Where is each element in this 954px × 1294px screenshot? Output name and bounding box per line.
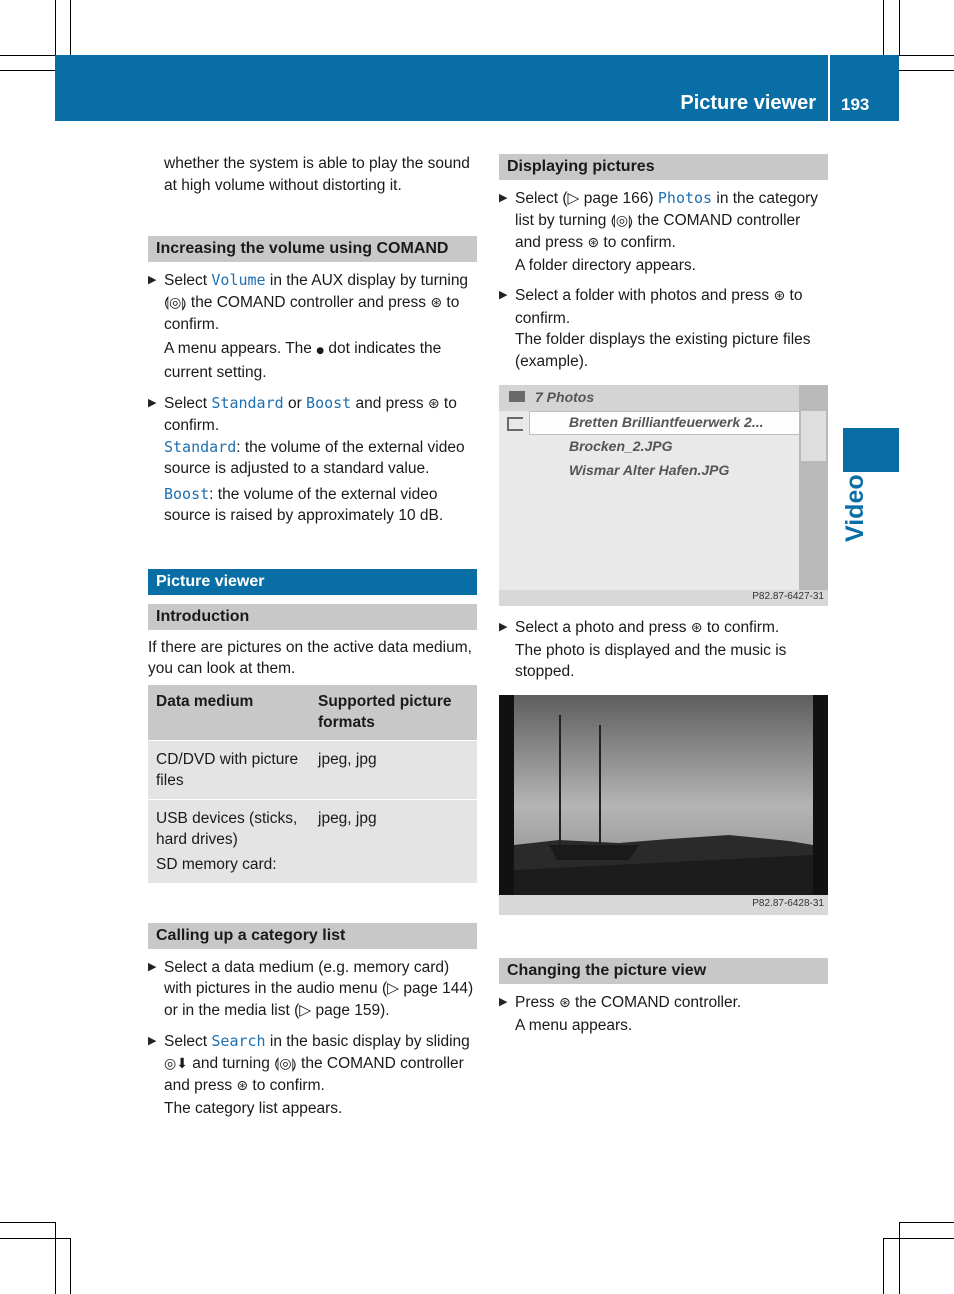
step-arrow-icon: ▶ bbox=[499, 621, 508, 633]
list-item: Wismar Alter Hafen.JPG bbox=[569, 462, 730, 478]
right-column-middle bbox=[499, 617, 828, 683]
step-select-photo: ▶ Select a photo and press ⊛ to confirm. The photo is displayed and the music is stopped. bbox=[499, 619, 787, 680]
menu-term: Volume bbox=[211, 271, 266, 289]
intro-text: whether the system is able to play the sound at high volume without distorting it. bbox=[164, 155, 470, 194]
list-scrollbar-thumb bbox=[801, 411, 826, 461]
image-code: P82.87-6427-31 bbox=[752, 591, 824, 602]
crop-mark bbox=[883, 1238, 884, 1294]
crop-mark bbox=[70, 0, 71, 55]
dot-icon: ● bbox=[316, 345, 325, 356]
step-select-volume: ▶ Select Volume in the AUX display by turning ⟬◎⟭ the COMAND controller and press ⊛ to confirm. A menu appears. The ● dot indicates the current setting. bbox=[148, 271, 469, 381]
crop-mark bbox=[0, 70, 55, 71]
crop-mark bbox=[55, 1222, 56, 1294]
step-select-medium: ▶ Select a data medium (e.g. memory card) with pictures in the audio menu (▷ page 144) or in the media list (▷ page 159). bbox=[148, 958, 474, 1019]
crop-mark bbox=[0, 1238, 70, 1239]
page-title: Picture viewer bbox=[680, 92, 816, 114]
table-header: Supported picture formats bbox=[310, 685, 477, 741]
crop-mark bbox=[899, 1222, 900, 1294]
slide-controller-icon: ◎⬇ bbox=[164, 1055, 188, 1072]
crop-mark bbox=[899, 70, 954, 71]
side-tab bbox=[843, 428, 899, 472]
menu-term: Photos bbox=[657, 189, 713, 207]
step-arrow-icon: ▶ bbox=[499, 996, 508, 1008]
harbour-photo bbox=[499, 695, 828, 915]
step-arrow-icon: ▶ bbox=[148, 274, 157, 286]
step-select-photos: ▶ Select (▷ page 166) Photos in the category list by turning ⟬◎⟭ the COMAND controller and press ⊛ to confirm. A folder directory appears. bbox=[499, 189, 819, 274]
step-arrow-icon: ▶ bbox=[148, 1035, 157, 1047]
turn-controller-icon: ⟬◎⟭ bbox=[610, 212, 634, 229]
crop-mark bbox=[55, 0, 56, 55]
turn-controller-icon: ⟬◎⟭ bbox=[164, 294, 187, 311]
crop-mark bbox=[899, 55, 954, 56]
crop-mark bbox=[883, 0, 884, 55]
step-select-search: ▶ Select Search in the basic display by sliding ◎⬇ and turning ⟬◎⟭ the COMAND controller and press ⊛ to confirm. The category list appears. bbox=[148, 1032, 470, 1117]
introduction-text: If there are pictures on the active data medium, you can look at them. bbox=[148, 638, 472, 677]
press-controller-icon: ⊛ bbox=[587, 235, 600, 251]
step-arrow-icon: ▶ bbox=[148, 396, 157, 409]
step-arrow-icon: ▶ bbox=[499, 192, 508, 204]
section-heading-volume: Increasing the volume using COMAND bbox=[148, 236, 477, 262]
press-controller-icon: ⊛ bbox=[236, 1078, 249, 1094]
crop-mark bbox=[0, 55, 55, 56]
crop-mark bbox=[70, 1238, 71, 1294]
photo-screenshot bbox=[499, 695, 828, 915]
side-tab-label: Video bbox=[841, 474, 869, 542]
step-arrow-icon: ▶ bbox=[499, 289, 508, 301]
menu-term: Standard bbox=[164, 437, 237, 456]
crop-mark bbox=[0, 1222, 55, 1223]
press-controller-icon: ⊛ bbox=[430, 294, 443, 311]
turn-controller-icon: ⟬◎⟭ bbox=[274, 1055, 297, 1072]
press-controller-icon: ⊛ bbox=[690, 620, 703, 636]
menu-term: Boost bbox=[164, 484, 210, 503]
folder-icon bbox=[509, 391, 525, 402]
section-heading-displaying: Displaying pictures bbox=[499, 154, 828, 180]
crop-mark bbox=[899, 0, 900, 55]
folder-title: 7 Photos bbox=[535, 389, 595, 405]
folder-list-screenshot bbox=[499, 385, 828, 606]
back-icon bbox=[507, 417, 523, 431]
section-heading-change-view: Changing the picture view bbox=[499, 958, 828, 984]
crop-mark bbox=[899, 1222, 954, 1223]
right-column-bottom bbox=[499, 958, 828, 1036]
list-item: Brocken_2.JPG bbox=[569, 438, 673, 454]
step-select-standard-boost: ▶ Select Standard or Boost and press ⊛ to confirm. Standard: the volume of the external video source is adjusted to a standard value. Boost: the volume of the external video source is raised by approximately 10 dB. bbox=[148, 393, 465, 524]
menu-term: Search bbox=[211, 1032, 266, 1050]
section-heading-introduction: Introduction bbox=[148, 604, 477, 630]
press-controller-icon: ⊛ bbox=[558, 995, 571, 1011]
step-arrow-icon: ▶ bbox=[148, 960, 157, 973]
press-controller-icon: ⊛ bbox=[773, 288, 786, 304]
press-controller-icon: ⊛ bbox=[427, 395, 440, 412]
table-header: Data medium bbox=[148, 685, 310, 741]
crop-mark bbox=[883, 1238, 954, 1239]
step-select-folder: ▶ Select a folder with photos and press ⊛ to confirm. The folder displays the existing picture files (example). bbox=[499, 287, 811, 370]
right-column bbox=[499, 154, 828, 372]
formats-table bbox=[148, 685, 477, 883]
list-item: Bretten Brilliantfeuerwerk 2... bbox=[569, 414, 764, 430]
menu-term: Standard bbox=[211, 393, 284, 412]
step-press-controller: ▶ Press ⊛ the COMAND controller. A menu appears. bbox=[499, 994, 742, 1034]
image-code: P82.87-6428-31 bbox=[752, 898, 824, 909]
header-divider bbox=[828, 55, 830, 121]
menu-term: Boost bbox=[306, 393, 352, 412]
page-number: 193 bbox=[841, 95, 870, 114]
section-heading-picture-viewer: Picture viewer bbox=[148, 569, 477, 595]
table-row: CD/DVD with picture files jpeg, jpg bbox=[148, 740, 477, 799]
table-row: USB devices (sticks, hard drives) SD memory card: jpeg, jpg bbox=[148, 799, 477, 883]
left-column bbox=[148, 153, 477, 1119]
section-heading-category: Calling up a category list bbox=[148, 923, 477, 949]
